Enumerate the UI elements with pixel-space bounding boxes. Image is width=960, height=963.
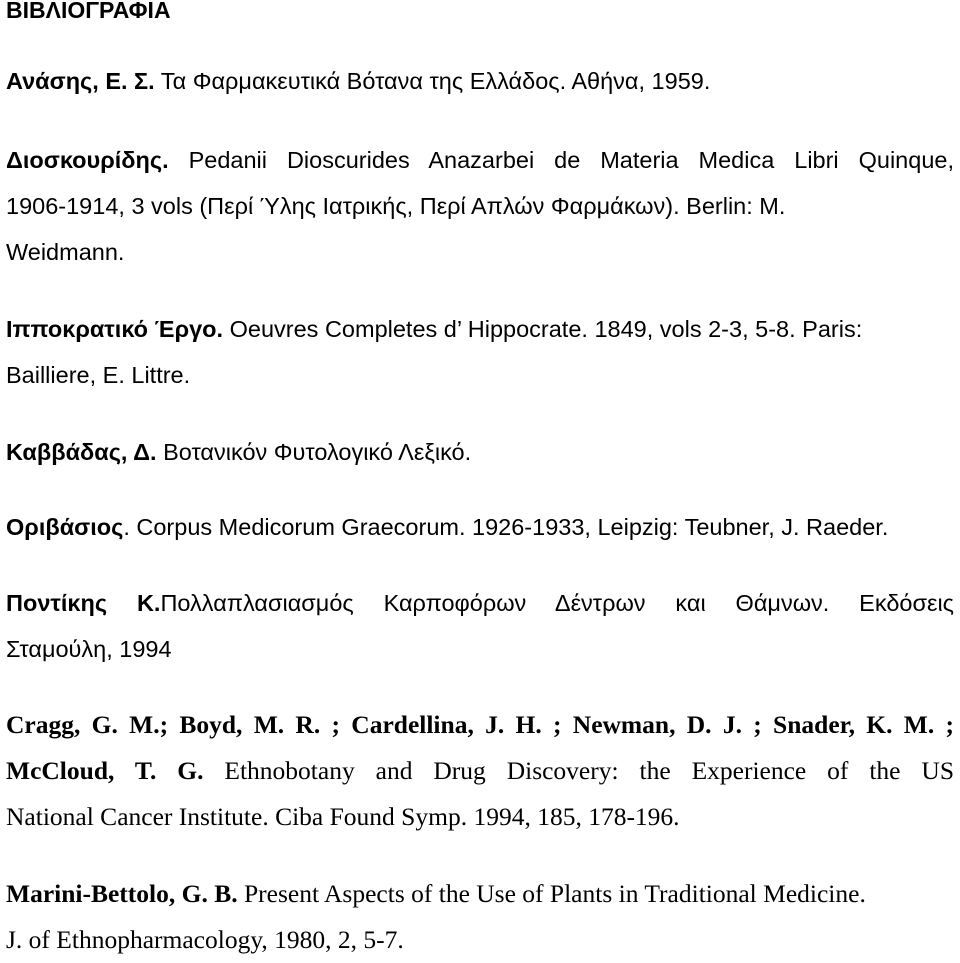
reference-entry: [6, 871, 954, 963]
reference-text: Βοτανικόν Φυτολογικό Λεξικό.: [156, 439, 472, 465]
reference-text: Τα Φαρμακευτικά Βότανα της Ελλάδος. Αθήνα, 1959.: [154, 68, 711, 94]
reference-text: Bailliere, E. Littre.: [6, 362, 191, 388]
reference-line: [6, 352, 954, 398]
reference-line: [6, 794, 954, 840]
reference-line: [6, 137, 954, 183]
reference-author: Ανάσης, Ε. Σ.: [6, 68, 155, 94]
reference-author: Καββάδας, Δ.: [6, 439, 157, 465]
reference-author: Ποντίκης Κ.: [6, 590, 161, 616]
reference-line: [6, 871, 954, 917]
page-title: ΒΙΒΛΙΟΓΡΑΦΙΑ: [6, 0, 171, 23]
reference-line: [6, 504, 954, 550]
reference-text: National Cancer Institute. Ciba Found Symp. 1994, 185, 178-196.: [6, 802, 680, 831]
reference-line: [6, 626, 954, 672]
reference-line: [6, 702, 954, 748]
reference-entry: [6, 429, 954, 475]
reference-text: Σταμούλη, 1994: [6, 636, 172, 662]
reference-text: 1906-1914, 3 vols (Περί Ύλης Ιατρικής, Περί Απλών Φαρμάκων). Berlin: M.: [6, 193, 786, 219]
reference-entry: [6, 504, 954, 550]
reference-text: Pedanii Dioscurides Anazarbei de Materia Medica Libri Quinque,: [168, 147, 954, 173]
reference-entry: [6, 580, 954, 672]
reference-line: [6, 183, 954, 229]
reference-entry: [6, 58, 954, 104]
reference-text: Present Aspects of the Use of Plants in Traditional Medicine.: [237, 879, 866, 908]
reference-line: [6, 748, 954, 794]
reference-entry: [6, 137, 954, 275]
reference-entry: [6, 306, 954, 398]
reference-entry: [6, 702, 954, 840]
reference-line: [6, 580, 954, 626]
reference-text: Oeuvres Completes d’ Hippocrate. 1849, vols 2-3, 5-8. Paris:: [223, 316, 863, 342]
reference-text: Πολλαπλασιασμός Καρποφόρων Δέντρων και Θάμνων. Εκδόσεις: [160, 590, 954, 616]
reference-line: [6, 429, 954, 475]
reference-line: [6, 306, 954, 352]
reference-author: Διοσκουρίδης.: [6, 147, 169, 173]
reference-text: J. of Ethnopharmacology, 1980, 2, 5-7.: [6, 925, 404, 954]
reference-line: [6, 229, 954, 275]
reference-author: McCloud, T. G.: [6, 756, 204, 785]
reference-author: Marini-Bettolo, G. B.: [6, 879, 238, 908]
reference-line: [6, 917, 954, 963]
reference-author: Οριβάσιος: [6, 514, 124, 540]
reference-text: Weidmann.: [6, 239, 125, 265]
reference-text: Ethnobotany and Drug Discovery: the Experience of the US: [203, 756, 954, 785]
reference-author: Ιπποκρατικό Έργο.: [6, 316, 224, 342]
reference-text: . Corpus Medicorum Graecorum. 1926-1933, Leipzig: Teubner, J. Raeder.: [123, 514, 889, 540]
reference-line: [6, 58, 954, 104]
reference-author: Cragg, G. M.; Boyd, M. R. ; Cardellina, J. H. ; Newman, D. J. ; Snader, K. M. ;: [6, 710, 954, 739]
